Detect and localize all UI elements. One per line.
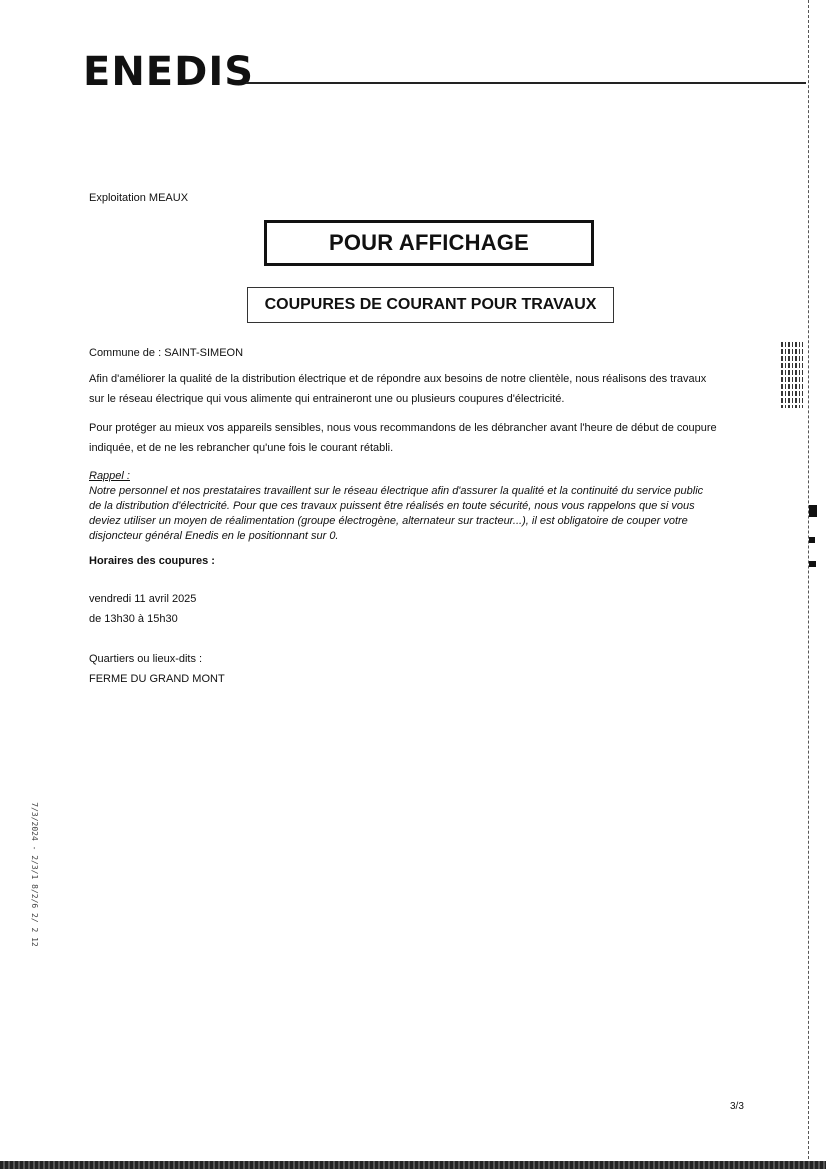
- protection-line: indiquée, et de ne les rebrancher qu'une fois le courant rétabli.: [89, 442, 394, 454]
- exploitation-label: Exploitation MEAUX: [89, 192, 189, 204]
- rappel-label: Rappel :: [89, 470, 130, 482]
- scan-mark: [809, 537, 815, 543]
- rappel-line: disjoncteur général Enedis en le positionnant sur 0.: [89, 530, 339, 542]
- rappel-block: [89, 469, 759, 544]
- intro-paragraph: [89, 369, 759, 409]
- protection-line: Pour protéger au mieux vos appareils sensibles, nous vous recommandons de les débrancher avant l'heure de début de coupure: [89, 422, 717, 434]
- scan-bottom-band: [0, 1161, 826, 1169]
- scan-edge-line: [808, 0, 809, 1169]
- rappel-line: de la distribution d'électricité. Pour que ces travaux puissent être réalisés en toute sécurité, nous vous rappelons que si vous: [89, 500, 695, 512]
- rappel-line: deviez utiliser un moyen de réalimentation (groupe électrogène, alternateur sur tracteur...), il est obligatoire de couper votre: [89, 515, 688, 527]
- protection-paragraph: [89, 418, 759, 458]
- header-rule: [246, 82, 806, 84]
- subtitle-text: COUPURES DE COURANT POUR TRAVAUX: [264, 296, 597, 313]
- intro-line: Afin d'améliorer la qualité de la distribution électrique et de répondre aux besoins de notre clientèle, nous réalisons des travaux: [89, 373, 707, 385]
- margin-print-text: 7/3/2024 - 2/3/1 8/2/6 2/ 2 12: [29, 802, 39, 947]
- outage-date: vendredi 11 avril 2025: [89, 593, 197, 605]
- outage-time: de 13h30 à 15h30: [89, 613, 178, 625]
- title-text: POUR AFFICHAGE: [329, 230, 529, 255]
- horaires-label: Horaires des coupures :: [89, 555, 215, 567]
- quartiers-label: Quartiers ou lieux-dits :: [89, 653, 203, 665]
- quartiers-value: FERME DU GRAND MONT: [89, 673, 225, 685]
- intro-line: sur le réseau électrique qui vous alimente qui entraineront une ou plusieurs coupures d'électricité.: [89, 393, 565, 405]
- scan-mark: [809, 561, 816, 567]
- title-box: [264, 220, 594, 266]
- page-number: 3/3: [730, 1101, 744, 1112]
- scan-mark: [809, 505, 817, 517]
- rappel-line: Notre personnel et nos prestataires travaillent sur le réseau électrique afin d'assurer la qualité et la continuité du service public: [89, 485, 704, 497]
- datamatrix-code: [781, 342, 803, 408]
- commune-line: Commune de : SAINT-SIMEON: [89, 347, 244, 359]
- enedis-logo: ENEDIS: [83, 49, 255, 95]
- subtitle-box: [247, 287, 614, 323]
